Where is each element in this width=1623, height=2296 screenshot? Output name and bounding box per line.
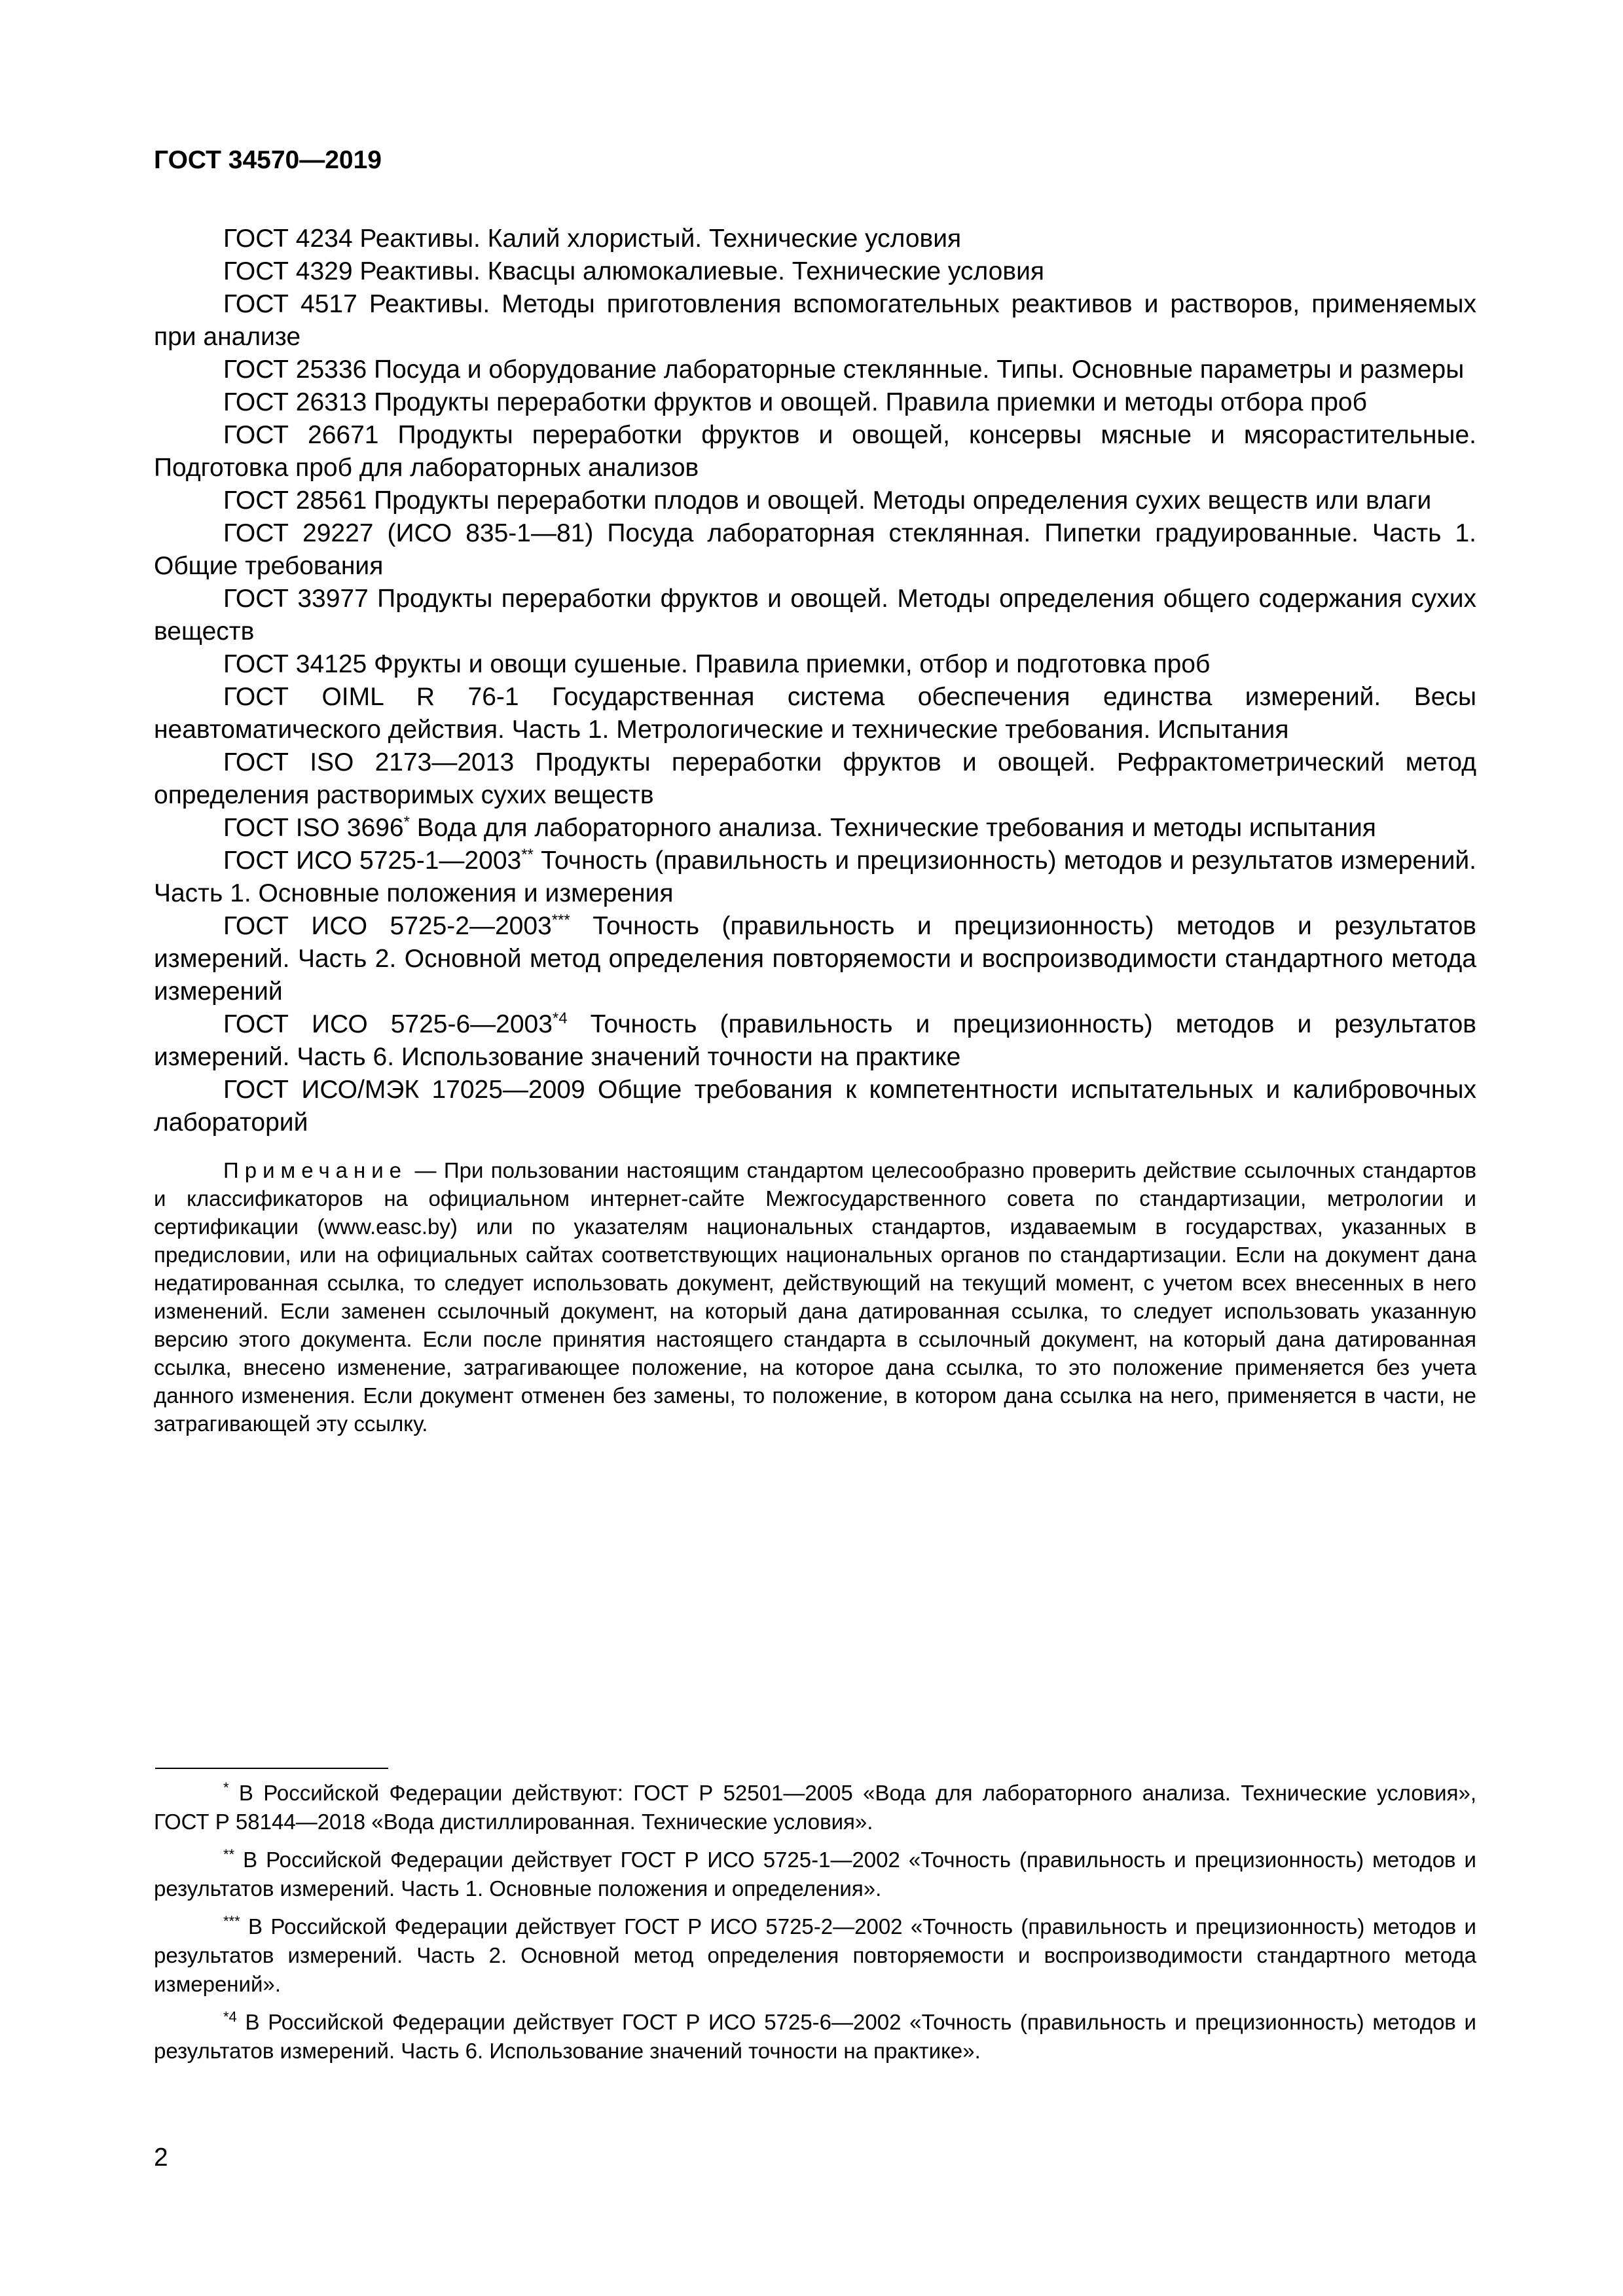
reference-code: ГОСТ OIML R 76-1 (223, 683, 519, 711)
reference-title: Реактивы. Методы приготовления вспомогательных реактивов и растворов, применяемых при анализе (154, 290, 1476, 351)
reference-item (154, 288, 1476, 354)
footnote (154, 1912, 1476, 1999)
reference-code: ГОСТ ИСО 5725-6—2003 (223, 1010, 553, 1038)
reference-title: Государственная система обеспечения единства измерений. Весы неавтоматического действия. Часть 1. Метрологические и технические требования. Испытания (154, 683, 1476, 744)
reference-code: ГОСТ ISO 2173—2013 (223, 748, 515, 776)
normative-references (154, 223, 1476, 1459)
reference-item (154, 517, 1476, 583)
footnote (154, 2008, 1476, 2066)
reference-item (154, 1008, 1476, 1074)
footnote-mark: *** (223, 1913, 240, 1929)
footnote-mark: *** (551, 911, 570, 929)
reference-item (154, 484, 1476, 517)
reference-item (154, 681, 1476, 746)
reference-item (154, 910, 1476, 1008)
reference-code: ГОСТ 4517 (223, 290, 357, 318)
reference-item (154, 1074, 1476, 1139)
footnote-mark: ** (223, 1846, 235, 1863)
reference-item (154, 583, 1476, 648)
reference-code: ГОСТ 4329 (223, 257, 353, 285)
reference-title: Продукты переработки фруктов и овощей. Методы определения общего содержания сухих веществ (154, 585, 1476, 646)
footnote-mark: *4 (223, 2009, 237, 2025)
reference-title: Общие требования к компетентности испытательных и калибровочных лабораторий (154, 1076, 1476, 1137)
reference-code: ГОСТ 29227 (223, 519, 374, 547)
footnotes (154, 1779, 1476, 2075)
reference-code: ГОСТ 4234 (223, 225, 353, 253)
reference-title: Точность (правильность и прецизионность) методов и результатов измерений. Часть 2. Основной метод определения повторяемости и воспроизводимости стандартного метода измерений (154, 912, 1477, 1006)
footnote-divider (155, 1768, 388, 1769)
reference-item (154, 223, 1476, 255)
reference-code: ГОСТ 33977 (223, 585, 369, 613)
footnote-mark: * (223, 1779, 229, 1796)
reference-title: Вода для лабораторного анализа. Технические требования и методы испытания (409, 814, 1376, 842)
reference-title: Посуда и оборудование лабораторные стеклянные. Типы. Основные параметры и размеры (367, 355, 1465, 384)
reference-code: ГОСТ 25336 (223, 355, 367, 384)
footnote (154, 1779, 1476, 1836)
reference-title: Продукты переработки фруктов и овощей. Рефрактометрический метод определения растворимых сухих веществ (154, 748, 1476, 809)
reference-code: ГОСТ ISO 3696 (223, 814, 404, 842)
footnote-mark: ** (521, 846, 534, 864)
page-number: 2 (154, 2143, 168, 2172)
document-header: ГОСТ 34570—2019 (154, 146, 382, 174)
reference-title: Реактивы. Калий хлористый. Технические условия (352, 225, 962, 253)
footnote-mark: *4 (552, 1010, 568, 1027)
note-text: — При пользовании настоящим стандартом целесообразно проверить действие ссылочных стандартов и классификаторов на официальном интернет-сайте Межгосударственного совета по стандартизации, метрологии и сертификации (www.easc.by) или по указателям национальных стандартов, издаваемым в государствах, указанных в предисловии, или на официальных сайтах соответствующих национальных органов по стандартизации. Если на документ дана недатированная ссылка, то следует использовать документ, действующий на текущий момент, с учетом всех внесенных в него изменений. Если заменен ссылочный документ, на который дана датированная ссылка, то следует использовать указанную версию этого документа. Если после принятия настоящего стандарта в ссылочный документ, на который дана датированная ссылка, внесено изменение, затрагивающее положение, на которое дана ссылка, то это положение применяется без учета данного изменения. Если документ отменен без замены, то положение, в котором дана ссылка на него, применяется в части, не затрагивающей эту ссылку. (154, 1158, 1476, 1436)
reference-title: Продукты переработки фруктов и овощей. Правила приемки и методы отбора проб (367, 388, 1367, 416)
reference-title: Точность (правильность и прецизионность) методов и результатов измерений. Часть 6. Использование значений точности на практике (154, 1010, 1477, 1071)
reference-title: (ИСО 835-1—81) Посуда лабораторная стеклянная. Пипетки градуированные. Часть 1. Общие требования (154, 519, 1476, 580)
reference-item (154, 648, 1476, 681)
reference-title: Продукты переработки фруктов и овощей, консервы мясные и мясорастительные. Подготовка проб для лабораторных анализов (154, 421, 1476, 482)
reference-title: Фрукты и овощи сушеные. Правила приемки, отбор и подготовка проб (367, 650, 1211, 678)
reference-code: ГОСТ 34125 (223, 650, 367, 678)
footnote (154, 1846, 1476, 1903)
reference-title: Реактивы. Квасцы алюмокалиевые. Технические условия (352, 257, 1044, 285)
reference-code: ГОСТ 26671 (223, 421, 379, 449)
reference-title: Точность (правильность и прецизионность) методов и результатов измерений. Часть 1. Основные положения и измерения (154, 847, 1477, 907)
reference-code: ГОСТ 28561 (223, 486, 367, 515)
footnote-text: В Российской Федерации действует ГОСТ Р ИСО 5725-6—2002 «Точность (правильность и прецизионность) методов и результатов измерений. Часть 6. Использование значений точности на практике». (154, 2010, 1476, 2063)
footnote-text: В Российской Федерации действует ГОСТ Р ИСО 5725-2—2002 «Точность (правильность и прецизионность) методов и результатов измерений. Часть 2. Основной метод определения повторяемости и воспроизводимости стандартного метода измерений». (154, 1914, 1476, 1996)
reference-code: ГОСТ ИСО/МЭК 17025—2009 (223, 1076, 585, 1104)
reference-code: ГОСТ ИСО 5725-1—2003 (223, 847, 522, 875)
footnote-mark: * (403, 813, 410, 831)
footnote-text: В Российской Федерации действует ГОСТ Р ИСО 5725-1—2002 «Точность (правильность и прецизионность) методов и результатов измерений. Часть 1. Основные положения и определения». (154, 1848, 1476, 1901)
reference-item (154, 386, 1476, 419)
reference-code: ГОСТ 26313 (223, 388, 367, 416)
reference-item (154, 354, 1476, 386)
reference-item (154, 845, 1476, 910)
reference-item (154, 812, 1476, 845)
reference-title: Продукты переработки плодов и овощей. Методы определения сухих веществ или влаги (367, 486, 1432, 515)
note-paragraph (154, 1156, 1476, 1438)
footnote-text: В Российской Федерации действуют: ГОСТ Р 52501—2005 «Вода для лабораторного анализа. Технические условия», ГОСТ Р 58144—2018 «Вода дистиллированная. Технические условия». (154, 1781, 1476, 1834)
reference-item (154, 255, 1476, 288)
reference-item (154, 746, 1476, 812)
reference-code: ГОСТ ИСО 5725-2—2003 (223, 912, 552, 940)
reference-item (154, 419, 1476, 484)
note-label: Примечание (223, 1158, 408, 1182)
